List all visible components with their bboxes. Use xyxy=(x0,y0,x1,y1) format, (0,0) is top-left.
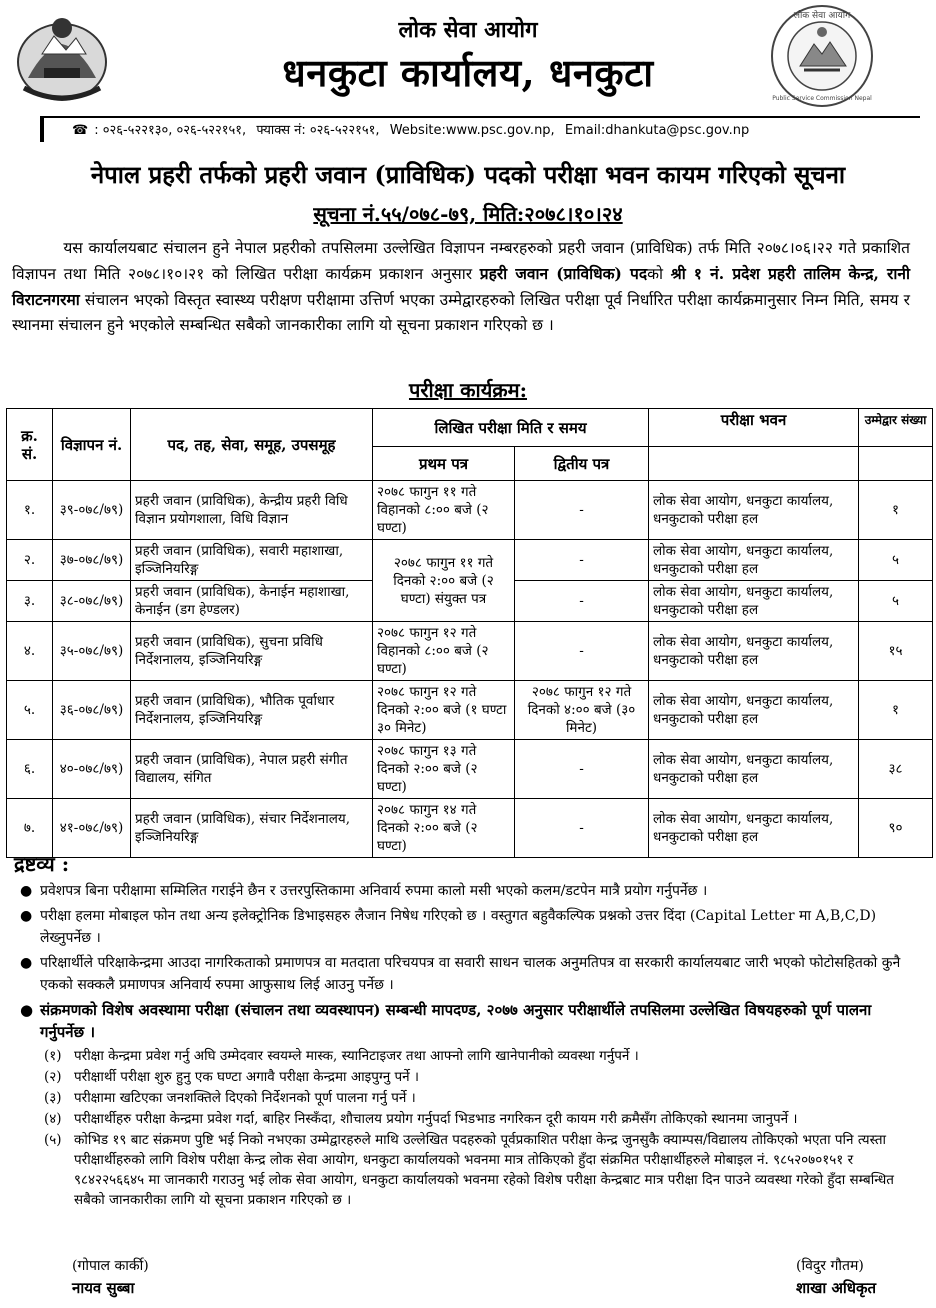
table-row xyxy=(7,740,933,799)
sub-note-text: परीक्षार्थीहरु परीक्षा केन्द्रमा प्रवेश गर्दा, बाहिर निस्कँदा, शौचालय प्रयोग गर्नुपर्दा भिडभाड नगरिकन दूरी कायम गरी क्रमैसँग तोकिएको स्थानमा जानुपर्ने । xyxy=(74,1111,798,1127)
cell-venue: लोक सेवा आयोग, धनकुटा कार्यालय, धनकुटाको परीक्षा हल xyxy=(649,622,859,681)
sub-note-text: परीक्षामा खटिएका जनशक्तिले दिएको निर्देशनको पूर्ण पालना गर्नु पर्ने । xyxy=(74,1090,416,1106)
intro-text-2: को xyxy=(647,265,671,283)
bullet-icon: ● xyxy=(20,908,33,924)
cell-second: - xyxy=(515,540,649,581)
cell-sn: १. xyxy=(7,481,53,540)
cell-count: ५ xyxy=(859,540,933,581)
note-text: संक्रमणको विशेष अवस्थामा परीक्षा (संचालन तथा व्यवस्थापन) सम्बन्धी मापदण्ड, २०७७ अनुसार परीक्षार्थीले तपसिलमा उल्लेखित विषयहरुको पूर्ण पालना गर्नुपर्नेछ । xyxy=(40,1001,872,1041)
cell-venue: लोक सेवा आयोग, धनकुटा कार्यालय, धनकुटाको परीक्षा हल xyxy=(649,540,859,581)
cell-second: - xyxy=(515,481,649,540)
sub-note-num: (३) xyxy=(44,1090,62,1106)
sub-note-num: (१) xyxy=(44,1048,62,1064)
program-heading: परीक्षा कार्यक्रम: xyxy=(408,378,528,402)
cell-sn: ३. xyxy=(7,581,53,622)
sub-note xyxy=(16,1067,910,1087)
cell-count: ५ xyxy=(859,581,933,622)
cell-post: प्रहरी जवान (प्राविधिक), नेपाल प्रहरी संगीत विद्यालय, संगित xyxy=(131,740,373,799)
signatory-right-name: (विदुर गौतम) xyxy=(796,1258,864,1274)
sub-note xyxy=(16,1109,910,1129)
bullet-icon: ● xyxy=(20,883,33,899)
note-text: परीक्षा हलमा मोबाइल फोन तथा अन्य इलेक्ट्रोनिक डिभाइसहरु लैजान निषेध गरिएको छ । वस्तुगत बहुवैकल्पिक प्रश्नको उत्तर दिंदा (Capital Letter मा A,B,C,D) लेख्नुपर्नेछ । xyxy=(40,908,877,946)
cell-post: प्रहरी जवान (प्राविधिक), केनाईन महाशाखा, केनाईन (डग हेण्डलर) xyxy=(131,581,373,622)
sub-note xyxy=(16,1130,910,1210)
table-row xyxy=(7,481,933,540)
cell-adv: ३५-०७८/७९) xyxy=(53,622,131,681)
sub-note xyxy=(16,1088,910,1108)
cell-post: प्रहरी जवान (प्राविधिक), संचार निर्देशनालय, इञ्जिनियरिङ्ग xyxy=(131,799,373,858)
note-item xyxy=(16,880,910,902)
table-row xyxy=(7,799,933,858)
cell-sn: ५. xyxy=(7,681,53,740)
intro-bold-1: प्रहरी जवान (प्राविधिक) पद xyxy=(479,264,648,283)
intro-text-3: संचालन भएको विस्तृत स्वास्थ्य परीक्षण परीक्षामा उत्तिर्ण भएका उम्मेद्वारहरुको लिखित परीक्षा पूर्व निर्धारित परीक्षा कार्यक्रमानुसार निम्न मिति, समय र स्थानमा संचालन हुने भएकोले सम्बन्धित सबैको जानकारीका लागि यो सूचना प्रकाशन गरिएको छ । xyxy=(12,291,910,334)
bullet-icon: ● xyxy=(20,1001,34,1019)
note-item xyxy=(16,952,910,996)
sub-note-num: (४) xyxy=(44,1111,62,1127)
sub-note-text: परीक्षा केन्द्रमा प्रवेश गर्नु अघि उम्मेदवार स्वयम्ले मास्क, स्यानिटाइजर तथा आफ्नो लागि खानेपानीको व्यवस्था गर्नुपर्ने । xyxy=(74,1048,639,1064)
signatory-left-title: नायव सुब्बा xyxy=(72,1279,135,1297)
cell-count: १ xyxy=(859,481,933,540)
bullet-icon: ● xyxy=(20,955,33,971)
cell-count: १ xyxy=(859,681,933,740)
intro-text-1: यस कार्यालयबाट संचालन हुने नेपाल प्रहरीको तपसिलमा उल्लेखित विज्ञापन नम्बरहरुको प्रहरी जवान (प्राविधिक) तर्फ मिति २०७८।०६।२२ गते प्रकाशित विज्ञापन तथा मिति २०७८।१०।२१ को लिखित परीक्षा कार्यक्रम प्रकाशन अनुसार xyxy=(12,239,910,283)
cell-adv: ४०-०७८/७९) xyxy=(53,740,131,799)
seal-text-top: लोक सेवा आयोग xyxy=(793,11,851,21)
note-item xyxy=(16,999,910,1043)
cell-second: - xyxy=(515,799,649,858)
header-venue: परीक्षा भवन xyxy=(649,409,859,447)
sub-note-num: (५) xyxy=(44,1132,62,1148)
cell-first: २०७८ फागुन १२ गते दिनको २:०० बजे (१ घण्टा ३० मिनेट) xyxy=(373,681,515,740)
exam-schedule-table xyxy=(6,408,933,858)
website-link[interactable]: Website:www.psc.gov.np, xyxy=(389,123,555,138)
note-text: प्रवेशपत्र बिना परीक्षामा सम्मिलित गराईने छैन र उत्तरपुस्तिकामा अनिवार्य रुपमा कालो मसी भएको कलम/डटपेन मात्रै प्रयोग गर्नुपर्नेछ । xyxy=(40,883,708,899)
intro-paragraph xyxy=(12,236,910,338)
notice-number: सूचना नं.५५/०७८-७९, मिति:२०७८।१०।२४ xyxy=(313,202,623,226)
signatory-left-name: (गोपाल कार्की) xyxy=(72,1258,149,1274)
cell-sn: २. xyxy=(7,540,53,581)
cell-post: प्रहरी जवान (प्राविधिक), सवारी महाशाखा, इञ्जिनियरिङ्ग xyxy=(131,540,373,581)
email-link[interactable]: Email:dhankuta@psc.gov.np xyxy=(564,123,750,138)
cell-venue: लोक सेवा आयोग, धनकुटा कार्यालय, धनकुटाको परीक्षा हल xyxy=(649,681,859,740)
table-row xyxy=(7,681,933,740)
cell-sn: ६. xyxy=(7,740,53,799)
header-written: लिखित परीक्षा मिति र समय xyxy=(373,409,649,447)
header-post: पद, तह, सेवा, समूह, उपसमूह xyxy=(131,409,373,481)
contact-bar xyxy=(40,116,920,142)
cell-first: २०७८ फागुन ११ गते विहानको ८:०० बजे (२ घण्टा) xyxy=(373,481,515,540)
cell-count: १५ xyxy=(859,622,933,681)
cell-venue: लोक सेवा आयोग, धनकुटा कार्यालय, धनकुटाको परीक्षा हल xyxy=(649,581,859,622)
header-first: प्रथम पत्र xyxy=(373,447,515,481)
intro-bold-2: श्री १ नं. प्रदेश प्रहरी तालिम केन्द्र, रानी विराटनगरमा xyxy=(12,264,911,309)
signatory-right-title: शाखा अधिकृत xyxy=(796,1279,877,1297)
org-name: लोक सेवा आयोग xyxy=(398,17,538,43)
notes-list xyxy=(16,880,910,1211)
cell-first: २०७८ फागुन ११ गते दिनको २:०० बजे (२ घण्टा) संयुक्त पत्र xyxy=(373,540,515,622)
header-count: उम्मेद्वार संख्या xyxy=(859,409,933,447)
cell-post: प्रहरी जवान (प्राविधिक), सुचना प्रविधि निर्देशनालय, इञ्जिनियरिङ्ग xyxy=(131,622,373,681)
cell-second: - xyxy=(515,740,649,799)
cell-second: - xyxy=(515,581,649,622)
cell-venue: लोक सेवा आयोग, धनकुटा कार्यालय, धनकुटाको परीक्षा हल xyxy=(649,799,859,858)
sub-note-text: कोभिड १९ बाट संक्रमण पुष्टि भई निको नभएका उम्मेद्वारहरुले माथि उल्लेखित पदहरुको पूर्वप्रकाशित परीक्षा केन्द्र जुनसुकै क्याम्पस/विद्यालय तोकिएको भएता पनि त्यस्ता परीक्षार्थीहरुको लागि विशेष परीक्षा केन्द्र लोक सेवा आयोग, धनकुटा कार्यालयको भवनमा मात्र तोकिएको हुँदा संक्रमित परीक्षार्थीहरुले मोबाइल नं. ९८५२०७०१५१ र ९८४२२५६६४५ मा जानकारी गराउनु भई लोक सेवा आयोग, धनकुटा कार्यालयको भवनमा रहेको विशेष परीक्षा केन्द्रबाट मात्र परीक्षा दिन पाउने व्यवस्था गरेको हुँदा सम्बन्धित सबैको जानकारीका लागि यो सूचना प्रकाशन गरिएको छ । xyxy=(74,1132,894,1208)
phone-numbers: : ०२६-५२२१३०, ०२६-५२२१५१, xyxy=(94,123,247,138)
cell-adv: ४१-०७८/७९) xyxy=(53,799,131,858)
cell-venue: लोक सेवा आयोग, धनकुटा कार्यालय, धनकुटाको परीक्षा हल xyxy=(649,740,859,799)
table-row xyxy=(7,622,933,681)
cell-second: २०७८ फागुन १२ गते दिनको ४:०० बजे (३० मिनेट) xyxy=(515,681,649,740)
observe-heading: द्रष्टव्य : xyxy=(14,852,70,876)
cell-first: २०७८ फागुन १४ गते दिनको २:०० बजे (२ घण्टा) xyxy=(373,799,515,858)
fax-number: फ्याक्स नं: ०२६-५२२१५१, xyxy=(256,123,380,138)
table-row xyxy=(7,540,933,581)
cell-post: प्रहरी जवान (प्राविधिक), भौतिक पूर्वाधार निर्देशनालय, इञ्जिनियरिङ्ग xyxy=(131,681,373,740)
page-title: नेपाल प्रहरी तर्फको प्रहरी जवान (प्राविधिक) पदको परीक्षा भवन कायम गरिएको सूचना xyxy=(90,160,846,189)
cell-adv: ३७-०७८/७९) xyxy=(53,540,131,581)
cell-adv: ३८-०७८/७९) xyxy=(53,581,131,622)
phone-icon: ☎ xyxy=(72,123,89,138)
cell-adv: ३६-०७८/७९) xyxy=(53,681,131,740)
cell-count: ३८ xyxy=(859,740,933,799)
cell-first: २०७८ फागुन १३ गते दिनको २:०० बजे (२ घण्टा) xyxy=(373,740,515,799)
office-name: धनकुटा कार्यालय, धनकुटा xyxy=(282,50,654,95)
sub-note xyxy=(16,1046,910,1066)
cell-venue: लोक सेवा आयोग, धनकुटा कार्यालय, धनकुटाको परीक्षा हल xyxy=(649,481,859,540)
seal-text-bottom: Public Service Commission Nepal xyxy=(772,95,872,102)
cell-post: प्रहरी जवान (प्राविधिक), केन्द्रीय प्रहरी विधि विज्ञान प्रयोगशाला, विधि विज्ञान xyxy=(131,481,373,540)
sub-note-num: (२) xyxy=(44,1069,62,1085)
header-second: द्वितीय पत्र xyxy=(515,447,649,481)
note-item xyxy=(16,905,910,949)
header-sn: क्र. सं. xyxy=(7,409,53,481)
cell-second: - xyxy=(515,622,649,681)
cell-adv: ३९-०७८/७९) xyxy=(53,481,131,540)
cell-count: ९० xyxy=(859,799,933,858)
cell-sn: ७. xyxy=(7,799,53,858)
sub-note-text: परीक्षार्थी परीक्षा शुरु हुनु एक घण्टा अगावै परीक्षा केन्द्रमा आइपुग्नु पर्ने । xyxy=(74,1069,420,1085)
note-text: परिक्षार्थीले परिक्षाकेन्द्रमा आउदा नागरिकताको प्रमाणपत्र वा मतदाता परिचयपत्र वा सवारी साधन चालक अनुमतिपत्र वा सरकारी कार्यालयबाट जारी भएको फोटोसहितको कुनै एकको सक्कलै प्रमाणपत्र अनिवार्य रुपमा आफुसाथ लिई आउनु पर्नेछ । xyxy=(40,955,901,993)
header-adv: विज्ञापन नं. xyxy=(53,409,131,481)
cell-first: २०७८ फागुन १२ गते विहानको ८:०० बजे (२ घण्टा) xyxy=(373,622,515,681)
cell-sn: ४. xyxy=(7,622,53,681)
